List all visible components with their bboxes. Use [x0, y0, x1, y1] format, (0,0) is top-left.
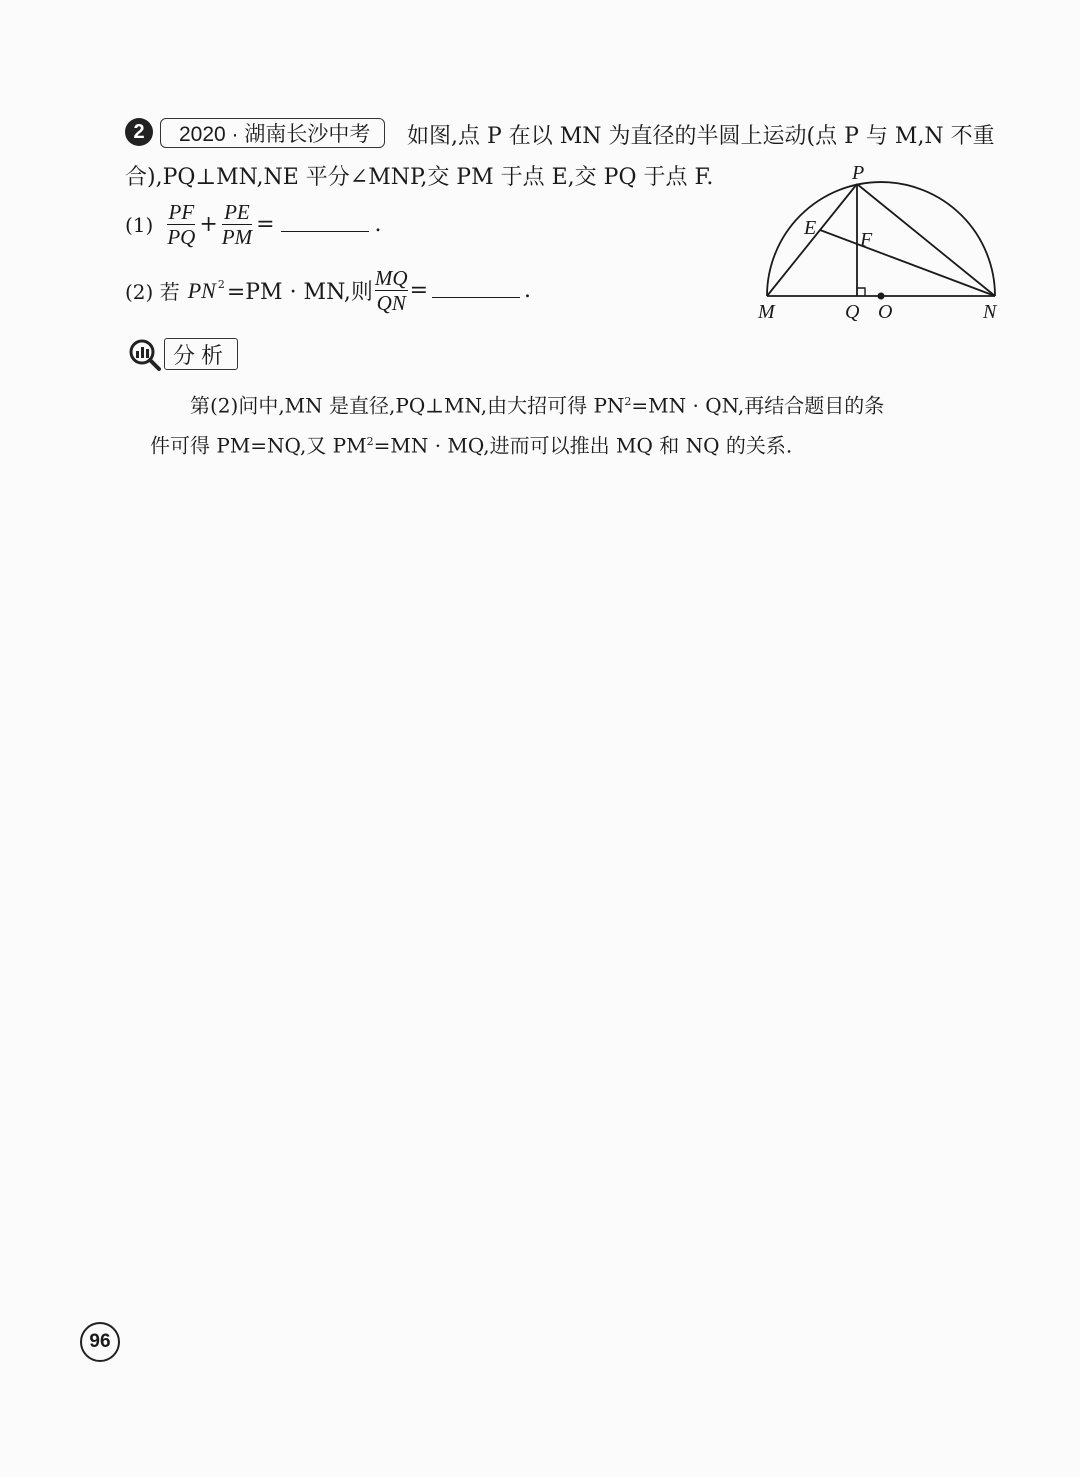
analysis-tag-text: 分析 [173, 343, 230, 369]
analysis-line-1 [190, 382, 884, 426]
superscript-2: 2 [624, 395, 632, 408]
analysis-text: 第(2)问中,MN 是直径,PQ⊥MN,由大招可得 PN [190, 393, 625, 418]
page-number-badge [80, 1322, 120, 1362]
semicircle-arc [767, 182, 995, 296]
magnifier-chart-icon [128, 338, 162, 372]
analysis-text: =MN · QN,再结合题目的条 [631, 393, 885, 418]
label-q: Q [845, 301, 860, 323]
part-2-label: (2) 若 [125, 280, 180, 305]
source-tag-text: 2020 · 湖南长沙中考 [179, 123, 371, 146]
right-angle-mark [857, 288, 865, 296]
source-tag [160, 118, 385, 148]
equals-sign: = [409, 278, 429, 304]
part-2 [125, 266, 531, 315]
question-number-badge [125, 118, 153, 146]
label-m: M [758, 301, 775, 323]
answer-blank-2[interactable] [432, 283, 520, 298]
label-n: N [983, 301, 997, 323]
label-p: P [852, 162, 865, 184]
part-1-label: (1) [125, 212, 154, 237]
superscript-2: 2 [366, 435, 374, 448]
part-1 [125, 200, 382, 249]
semicircle-figure [750, 160, 1020, 330]
analysis-line-2 [150, 422, 792, 466]
fraction-pe-pm [222, 200, 252, 249]
label-e: E [804, 217, 817, 239]
period: . [374, 212, 382, 238]
fraction-numerator: PE [224, 200, 250, 224]
analysis-text: =MN · MQ,进而可以推出 MQ 和 NQ 的关系. [373, 433, 793, 458]
fraction-pf-pq [167, 200, 195, 249]
label-o: O [878, 301, 893, 323]
fraction-numerator: MQ [374, 266, 408, 290]
segment-ne [820, 230, 995, 296]
period: . [524, 278, 532, 304]
analysis-tag [164, 338, 238, 370]
chord-pn [857, 184, 995, 296]
fraction-denominator: QN [376, 291, 406, 316]
question-number: 2 [133, 120, 145, 143]
fraction-denominator: PM [221, 225, 253, 250]
label-f: F [860, 229, 873, 251]
stem-line-1: 如图,点 P 在以 MN 为直径的半圆上运动(点 P 与 M,N 不重 [407, 124, 995, 149]
fraction-mq-qn [375, 266, 408, 315]
analysis-text: 件可得 PM=NQ,又 PM [150, 433, 367, 458]
page-number: 96 [89, 1331, 111, 1352]
fraction-numerator: PF [168, 200, 195, 224]
plus-sign: + [199, 212, 218, 238]
center-point [878, 293, 885, 300]
stem-line-2: 合),PQ⊥MN,NE 平分∠MNP,交 PM 于点 E,交 PQ 于点 F. [125, 165, 714, 190]
answer-blank-1[interactable] [281, 217, 369, 232]
condition-pn: PN [187, 277, 216, 303]
equals-sign: = [256, 212, 275, 238]
superscript-2: 2 [217, 278, 225, 291]
condition-rest: =PM · MN,则 [226, 280, 373, 306]
chord-pm [767, 184, 857, 296]
fraction-denominator: PQ [167, 225, 196, 250]
